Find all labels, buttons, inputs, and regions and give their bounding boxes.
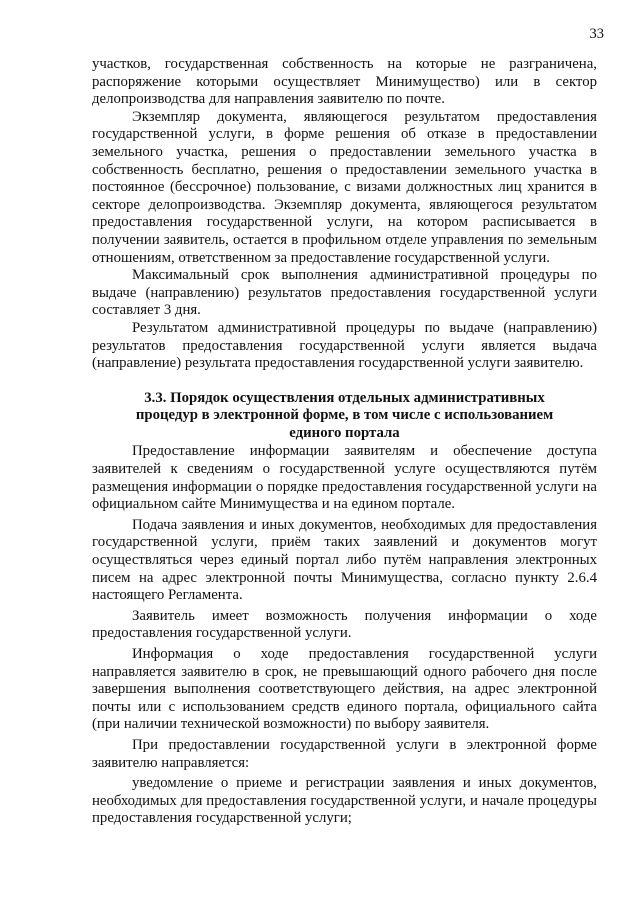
paragraph-progress-info: Информация о ходе предоставления государственной услуги направляется заявителю в срок, не превышающий одного рабочего дня после завершения выполнения соответствующего действия, на адрес электронной почты или с использованием средств единого портала, официального сайта (при наличии технической возможности) по выбору заявителя.: [92, 646, 597, 733]
paragraph-continuation: участков, государственная собственность на которые не разграничена, распоряжение которыми осуществляет Минимущество) или в сектор делопроизводства для направления заявителю по почте.: [92, 56, 597, 108]
paragraph-notification: уведомление о приеме и регистрации заявления и иных документов, необходимых для предоставления государственной услуги, и начале процедуры предоставления государственной услуги;: [92, 775, 597, 827]
paragraph-document-copy: Экземпляр документа, являющегося результатом предоставления государственной услуги, в форме решения об отказе в предоставлении земельного участка, решения о предоставлении земельного участка в собственность бесплатно, решения о предоставлении земельного участка в постоянное (бессрочное) пользование, с визами должностных лиц хранится в секторе делопроизводства. Экземпляр документа, являющегося результатом предоставления государственной услуги, на котором расписывается в получении заявитель, остается в профильном отделе управления по земельным отношениям, ответственном за предоставление государственной услуги.: [92, 108, 597, 266]
paragraph-procedure-result: Результатом административной процедуры по выдаче (направлению) результатов предоставления государственной услуги является выдача (направление) результата предоставления государственной услуги заявителю.: [92, 319, 597, 372]
paragraph-information: Предоставление информации заявителям и обеспечение доступа заявителей к сведениям о государственной услуге осуществляются путём размещения информации о порядке предоставления государственной услуги на официальном сайте Минимущества и на едином портале.: [92, 443, 597, 513]
paragraph-applicant-rights: Заявитель имеет возможность получения информации о ходе предоставления государственной услуги.: [92, 607, 597, 642]
document-body: [92, 56, 597, 828]
paragraph-submission: Подача заявления и иных документов, необходимых для предоставления государственной услуги, приём таких заявлений и документов могут осуществляться через единый портал либо путём направления электронных писем на адрес электронной почты Минимущества, согласно пункту 2.6.4 настоящего Регламента.: [92, 516, 597, 604]
section-heading: [92, 390, 597, 443]
paragraph-max-term: Максимальный срок выполнения административной процедуры по выдаче (направлению) результатов предоставления государственной услуги составляет 3 дня.: [92, 267, 597, 319]
section-heading-line-3: единого портала: [289, 424, 400, 441]
paragraph-electronic-form: При предоставлении государственной услуги в электронной форме заявителю направляется:: [92, 736, 597, 771]
section-heading-line-2: процедур в электронной форме, в том числе с использованием: [135, 407, 554, 424]
page-number: 33: [589, 26, 604, 42]
section-heading-line-1: 3.3. Порядок осуществления отдельных административных: [144, 389, 545, 406]
